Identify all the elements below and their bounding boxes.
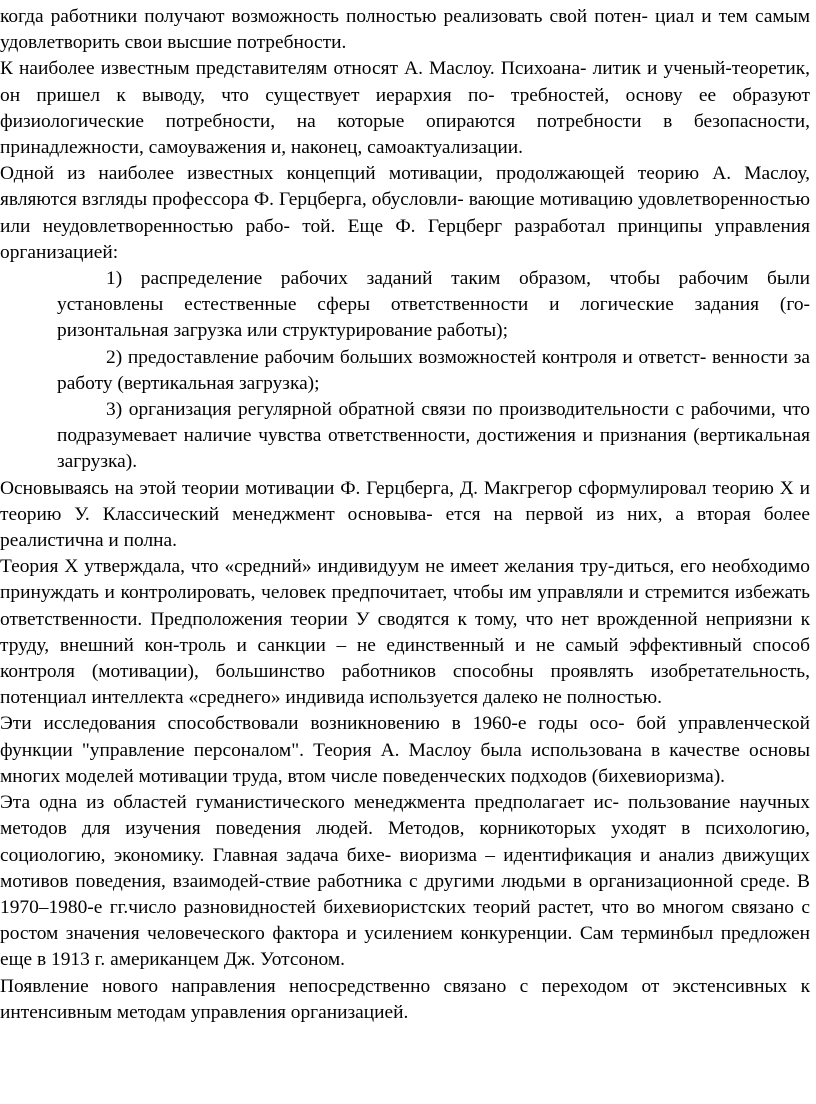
paragraph-herzberg: Одной из наиболее известных концепций мотивации, продолжающей теорию А. Маслоу, являются взгляды профессора Ф. Герцберга, обусловли- вающие мотивацию удовлетворенностью или неудовлетворенностью рабо- той. Еще Ф. Герцберг разработал принципы управления организацией: <box>0 163 810 263</box>
paragraph-self-actualization: когда работники получают возможность полностью реализовать свой потен- циал и тем самым удовлетворить свои высшие потребности. <box>0 6 810 54</box>
paragraph-personnel-management: Эти исследования способствовали возникновению в 1960-е годы осо- бой управленческой функции "управление персоналом". Теория А. Маслоу была использована в качестве основы многих моделей мотивации труда, втом числе поведенческих подходов (бихевиоризма). <box>0 713 810 787</box>
list-item-horizontal-loading: 1) распределение рабочих заданий таким образом, чтобы рабочим были установлены естественные сферы ответственности и логические задания (го- ризонтальная загрузка или структурирование работы); <box>57 268 810 342</box>
herzberg-principles-list <box>0 266 810 476</box>
list-item-vertical-loading: 2) предоставление рабочим больших возможностей контроля и ответст- венности за работу (вертикальная загрузка); <box>57 346 810 394</box>
paragraph-theory-x-y: Теория Х утверждала, что «средний» индивидуум не имеет желания тру-диться, его необходимо принуждать и контролировать, человек предпочитает, чтобы им управляли и стремится избежать ответственности. Предположения теории У сводятся к тому, что нет врожденной неприязни к труду, внешний кон-троль и санкции – не единственный и не самый эффективный способ контроля (мотивации), большинство работников способны проявлять изобретательность, потенциал интеллекта «среднего» индивида используется далеко не полностью. <box>0 556 810 709</box>
paragraph-new-direction: Появление нового направления непосредственно связано с переходом от экстенсивных к интенсивным методам управления организацией. <box>0 975 810 1023</box>
paragraph-behaviorism: Эта одна из областей гуманистического менеджмента предполагает ис- пользование научных методов для изучения поведения людей. Методов, корникоторых уходят в психологию, социологию, экономику. Главная задача бихе- виоризма – идентификация и анализ движущих мотивов поведения, взаимодей-ствие работника с другими людьми в организационной среде. В 1970–1980-е гг.число разновидностей бихевиористских теорий растет, что во многом связано с ростом значения человеческого фактора и усилением конкуренции. Сам терминбыл предложен еще в 1913 г. американцем Дж. Уотсоном. <box>0 792 810 971</box>
list-item-feedback: 3) организация регулярной обратной связи по производительности с рабочими, что подразумевает наличие чувства ответственности, достижения и признания (вертикальная загрузка). <box>57 399 810 473</box>
paragraph-mcgregor: Основываясь на этой теории мотивации Ф. Герцберга, Д. Макгрегор сформулировал теорию Х и теорию У. Классический менеджмент основыва- ется на первой из них, а вторая более реалистична и полна. <box>0 477 810 552</box>
document-page <box>0 4 816 1026</box>
paragraph-maslow: К наиболее известным представителям относят А. Маслоу. Психоана- литик и ученый-теоретик, он пришел к выводу, что существует иерархия по- требностей, основу ее образуют физиологические потребности, на которые опираются потребности в безопасности, принадлежности, самоуважения и, наконец, самоактуализации. <box>0 58 810 159</box>
